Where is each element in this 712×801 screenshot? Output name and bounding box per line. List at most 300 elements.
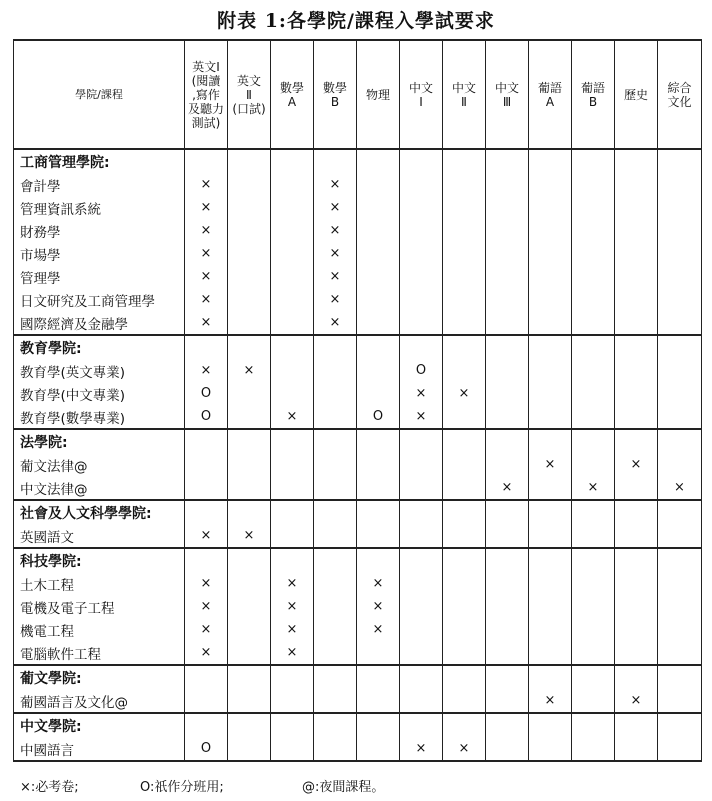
empty-cell [529, 500, 572, 524]
empty-cell [357, 641, 400, 665]
table-row [14, 453, 702, 476]
program-name: 教育學(數學專業) [14, 405, 185, 429]
empty-cell [529, 713, 572, 737]
empty-cell [185, 500, 228, 524]
empty-cell [658, 665, 702, 689]
required-mark: × [185, 524, 228, 548]
empty-cell [486, 173, 529, 196]
empty-cell [443, 288, 486, 311]
column-header: 葡語 B [572, 40, 615, 149]
empty-cell [529, 641, 572, 665]
empty-cell [529, 359, 572, 382]
empty-cell [443, 572, 486, 595]
empty-cell [357, 265, 400, 288]
empty-cell [486, 618, 529, 641]
empty-cell [228, 149, 271, 173]
empty-cell [658, 713, 702, 737]
empty-cell [615, 242, 658, 265]
empty-cell [615, 382, 658, 405]
empty-cell [271, 476, 314, 500]
table-row [14, 618, 702, 641]
table-row [14, 288, 702, 311]
empty-cell [228, 311, 271, 335]
required-mark: × [357, 618, 400, 641]
required-mark: × [185, 196, 228, 219]
required-mark: × [185, 359, 228, 382]
empty-cell [658, 500, 702, 524]
empty-cell [572, 382, 615, 405]
empty-cell [443, 173, 486, 196]
empty-cell [486, 242, 529, 265]
empty-cell [357, 737, 400, 761]
empty-cell [400, 641, 443, 665]
empty-cell [658, 311, 702, 335]
empty-cell [357, 453, 400, 476]
empty-cell [572, 265, 615, 288]
empty-cell [443, 524, 486, 548]
program-name: 葡文法律@ [14, 453, 185, 476]
empty-cell [271, 665, 314, 689]
empty-cell [658, 595, 702, 618]
empty-cell [443, 311, 486, 335]
empty-cell [443, 548, 486, 572]
empty-cell [572, 500, 615, 524]
footnote-required: ×:必考卷; [20, 780, 79, 795]
required-mark: × [185, 595, 228, 618]
empty-cell [486, 713, 529, 737]
empty-cell [357, 713, 400, 737]
empty-cell [357, 548, 400, 572]
program-name: 會計學 [14, 173, 185, 196]
required-mark: × [271, 405, 314, 429]
program-name: 英國語文 [14, 524, 185, 548]
empty-cell [615, 548, 658, 572]
empty-cell [615, 149, 658, 173]
placement-mark: O [400, 359, 443, 382]
empty-cell [615, 665, 658, 689]
empty-cell [314, 572, 357, 595]
empty-cell [314, 548, 357, 572]
required-mark: × [271, 618, 314, 641]
required-mark: × [400, 737, 443, 761]
empty-cell [572, 149, 615, 173]
empty-cell [357, 288, 400, 311]
empty-cell [271, 548, 314, 572]
empty-cell [443, 265, 486, 288]
required-mark: × [357, 595, 400, 618]
empty-cell [658, 429, 702, 453]
empty-cell [658, 618, 702, 641]
empty-cell [400, 689, 443, 713]
required-mark: × [185, 288, 228, 311]
empty-cell [572, 173, 615, 196]
empty-cell [615, 335, 658, 359]
empty-cell [314, 595, 357, 618]
empty-cell [400, 149, 443, 173]
empty-cell [615, 618, 658, 641]
program-name: 國際經濟及金融學 [14, 311, 185, 335]
empty-cell [185, 689, 228, 713]
empty-cell [572, 689, 615, 713]
empty-cell [572, 429, 615, 453]
empty-cell [529, 265, 572, 288]
empty-cell [271, 173, 314, 196]
empty-cell [271, 196, 314, 219]
empty-cell [658, 242, 702, 265]
empty-cell [486, 219, 529, 242]
empty-cell [529, 618, 572, 641]
empty-cell [271, 524, 314, 548]
program-name: 機電工程 [14, 618, 185, 641]
empty-cell [658, 196, 702, 219]
empty-cell [658, 288, 702, 311]
faculty-name: 中文學院: [14, 713, 185, 737]
empty-cell [314, 453, 357, 476]
column-header: 中文 Ⅱ [443, 40, 486, 149]
empty-cell [271, 149, 314, 173]
empty-cell [572, 595, 615, 618]
empty-cell [400, 219, 443, 242]
empty-cell [486, 265, 529, 288]
empty-cell [271, 288, 314, 311]
empty-cell [443, 405, 486, 429]
empty-cell [486, 335, 529, 359]
program-name: 電腦軟件工程 [14, 641, 185, 665]
required-mark: × [357, 572, 400, 595]
empty-cell [615, 737, 658, 761]
required-mark: × [314, 219, 357, 242]
program-name: 市場學 [14, 242, 185, 265]
required-mark: × [228, 524, 271, 548]
empty-cell [658, 219, 702, 242]
program-name: 教育學(英文專業) [14, 359, 185, 382]
empty-cell [486, 405, 529, 429]
empty-cell [486, 429, 529, 453]
required-mark: × [529, 689, 572, 713]
empty-cell [357, 335, 400, 359]
required-mark: × [400, 382, 443, 405]
empty-cell [486, 524, 529, 548]
requirements-table [13, 39, 702, 762]
empty-cell [228, 572, 271, 595]
empty-cell [228, 382, 271, 405]
empty-cell [400, 242, 443, 265]
empty-cell [357, 173, 400, 196]
empty-cell [228, 641, 271, 665]
empty-cell [314, 359, 357, 382]
column-header: 物理 [357, 40, 400, 149]
column-header: 葡語 A [529, 40, 572, 149]
empty-cell [486, 382, 529, 405]
empty-cell [443, 689, 486, 713]
empty-cell [400, 572, 443, 595]
empty-cell [486, 689, 529, 713]
empty-cell [185, 548, 228, 572]
column-header: 中文 Ⅰ [400, 40, 443, 149]
empty-cell [357, 242, 400, 265]
empty-cell [400, 196, 443, 219]
empty-cell [228, 713, 271, 737]
required-mark: × [400, 405, 443, 429]
empty-cell [572, 219, 615, 242]
empty-cell [400, 173, 443, 196]
required-mark: × [486, 476, 529, 500]
empty-cell [658, 382, 702, 405]
empty-cell [357, 665, 400, 689]
column-header: 數學 A [271, 40, 314, 149]
empty-cell [357, 149, 400, 173]
empty-cell [443, 665, 486, 689]
empty-cell [314, 382, 357, 405]
empty-cell [658, 149, 702, 173]
faculty-row [14, 335, 702, 359]
empty-cell [228, 548, 271, 572]
empty-cell [357, 476, 400, 500]
empty-cell [615, 196, 658, 219]
empty-cell [228, 665, 271, 689]
empty-cell [486, 453, 529, 476]
empty-cell [357, 382, 400, 405]
empty-cell [185, 429, 228, 453]
empty-cell [615, 288, 658, 311]
empty-cell [529, 149, 572, 173]
empty-cell [658, 335, 702, 359]
faculty-section [14, 149, 702, 335]
empty-cell [400, 500, 443, 524]
empty-cell [271, 311, 314, 335]
empty-cell [486, 737, 529, 761]
empty-cell [400, 524, 443, 548]
empty-cell [228, 429, 271, 453]
empty-cell [529, 242, 572, 265]
empty-cell [357, 500, 400, 524]
empty-cell [400, 311, 443, 335]
table-row [14, 196, 702, 219]
empty-cell [228, 737, 271, 761]
program-name: 中國語言 [14, 737, 185, 761]
empty-cell [271, 382, 314, 405]
empty-cell [228, 265, 271, 288]
empty-cell [658, 641, 702, 665]
empty-cell [400, 265, 443, 288]
empty-cell [443, 242, 486, 265]
empty-cell [529, 382, 572, 405]
empty-cell [185, 665, 228, 689]
empty-cell [572, 359, 615, 382]
empty-cell [443, 476, 486, 500]
column-header: 綜合 文化 [658, 40, 702, 149]
table-row [14, 219, 702, 242]
empty-cell [443, 429, 486, 453]
empty-cell [185, 453, 228, 476]
empty-cell [443, 500, 486, 524]
empty-cell [228, 618, 271, 641]
empty-cell [658, 265, 702, 288]
empty-cell [529, 405, 572, 429]
empty-cell [615, 500, 658, 524]
empty-cell [443, 196, 486, 219]
empty-cell [658, 359, 702, 382]
faculty-name: 社會及人文科學學院: [14, 500, 185, 524]
required-mark: × [314, 173, 357, 196]
empty-cell [228, 476, 271, 500]
empty-cell [658, 572, 702, 595]
required-mark: × [314, 242, 357, 265]
empty-cell [228, 196, 271, 219]
faculty-row [14, 713, 702, 737]
empty-cell [314, 618, 357, 641]
empty-cell [228, 689, 271, 713]
empty-cell [572, 405, 615, 429]
footnotes [20, 776, 700, 796]
empty-cell [658, 737, 702, 761]
program-name: 電機及電子工程 [14, 595, 185, 618]
column-header: 中文 Ⅲ [486, 40, 529, 149]
required-mark: × [314, 311, 357, 335]
placement-mark: O [185, 405, 228, 429]
empty-cell [314, 429, 357, 453]
empty-cell [228, 288, 271, 311]
empty-cell [400, 476, 443, 500]
empty-cell [658, 173, 702, 196]
empty-cell [529, 665, 572, 689]
required-mark: × [185, 242, 228, 265]
empty-cell [185, 149, 228, 173]
faculty-section [14, 665, 702, 713]
empty-cell [615, 219, 658, 242]
empty-cell [271, 429, 314, 453]
empty-cell [400, 335, 443, 359]
table-row [14, 242, 702, 265]
empty-cell [486, 311, 529, 335]
empty-cell [314, 689, 357, 713]
program-name: 日文研究及工商管理學 [14, 288, 185, 311]
empty-cell [228, 335, 271, 359]
empty-cell [443, 149, 486, 173]
empty-cell [443, 219, 486, 242]
faculty-name: 教育學院: [14, 335, 185, 359]
empty-cell [572, 737, 615, 761]
required-mark: × [615, 453, 658, 476]
empty-cell [357, 219, 400, 242]
empty-cell [185, 713, 228, 737]
empty-cell [400, 665, 443, 689]
empty-cell [271, 335, 314, 359]
page-title: 附表 1:各學院/課程入學試要求 [217, 10, 495, 32]
empty-cell [314, 500, 357, 524]
table-row [14, 595, 702, 618]
empty-cell [314, 405, 357, 429]
empty-cell [185, 335, 228, 359]
required-mark: × [271, 641, 314, 665]
empty-cell [658, 548, 702, 572]
table-row [14, 382, 702, 405]
empty-cell [357, 359, 400, 382]
faculty-name: 法學院: [14, 429, 185, 453]
empty-cell [572, 524, 615, 548]
empty-cell [271, 242, 314, 265]
empty-cell [486, 359, 529, 382]
empty-cell [529, 737, 572, 761]
placement-mark: O [185, 382, 228, 405]
empty-cell [486, 149, 529, 173]
empty-cell [314, 665, 357, 689]
empty-cell [658, 453, 702, 476]
empty-cell [529, 335, 572, 359]
empty-cell [443, 713, 486, 737]
faculty-name: 葡文學院: [14, 665, 185, 689]
required-mark: × [185, 265, 228, 288]
empty-cell [658, 689, 702, 713]
empty-cell [314, 149, 357, 173]
empty-cell [314, 737, 357, 761]
empty-cell [572, 242, 615, 265]
empty-cell [400, 453, 443, 476]
empty-cell [529, 173, 572, 196]
program-column-header: 學院/課程 [14, 40, 185, 149]
table-row [14, 265, 702, 288]
empty-cell [271, 359, 314, 382]
empty-cell [443, 453, 486, 476]
empty-cell [228, 453, 271, 476]
faculty-name: 工商管理學院: [14, 149, 185, 173]
empty-cell [529, 572, 572, 595]
empty-cell [529, 219, 572, 242]
program-name: 教育學(中文專業) [14, 382, 185, 405]
empty-cell [486, 641, 529, 665]
empty-cell [529, 548, 572, 572]
empty-cell [615, 641, 658, 665]
footnote-placement: O:祇作分班用; [140, 780, 224, 795]
empty-cell [658, 524, 702, 548]
empty-cell [572, 572, 615, 595]
empty-cell [271, 219, 314, 242]
required-mark: × [443, 382, 486, 405]
empty-cell [228, 500, 271, 524]
empty-cell [357, 196, 400, 219]
required-mark: × [271, 572, 314, 595]
empty-cell [529, 595, 572, 618]
empty-cell [486, 288, 529, 311]
empty-cell [486, 196, 529, 219]
empty-cell [486, 595, 529, 618]
empty-cell [228, 405, 271, 429]
faculty-row [14, 665, 702, 689]
faculty-row [14, 429, 702, 453]
empty-cell [572, 548, 615, 572]
empty-cell [529, 524, 572, 548]
empty-cell [486, 572, 529, 595]
placement-mark: O [357, 405, 400, 429]
table-row [14, 359, 702, 382]
empty-cell [271, 500, 314, 524]
empty-cell [529, 311, 572, 335]
empty-cell [572, 335, 615, 359]
required-mark: × [658, 476, 702, 500]
header-row [14, 40, 702, 149]
empty-cell [271, 265, 314, 288]
program-name: 管理資訊系統 [14, 196, 185, 219]
empty-cell [486, 500, 529, 524]
empty-cell [400, 595, 443, 618]
empty-cell [615, 173, 658, 196]
empty-cell [486, 665, 529, 689]
footnote-evening: @:夜間課程。 [302, 780, 385, 795]
empty-cell [357, 429, 400, 453]
empty-cell [658, 405, 702, 429]
empty-cell [314, 641, 357, 665]
empty-cell [400, 618, 443, 641]
